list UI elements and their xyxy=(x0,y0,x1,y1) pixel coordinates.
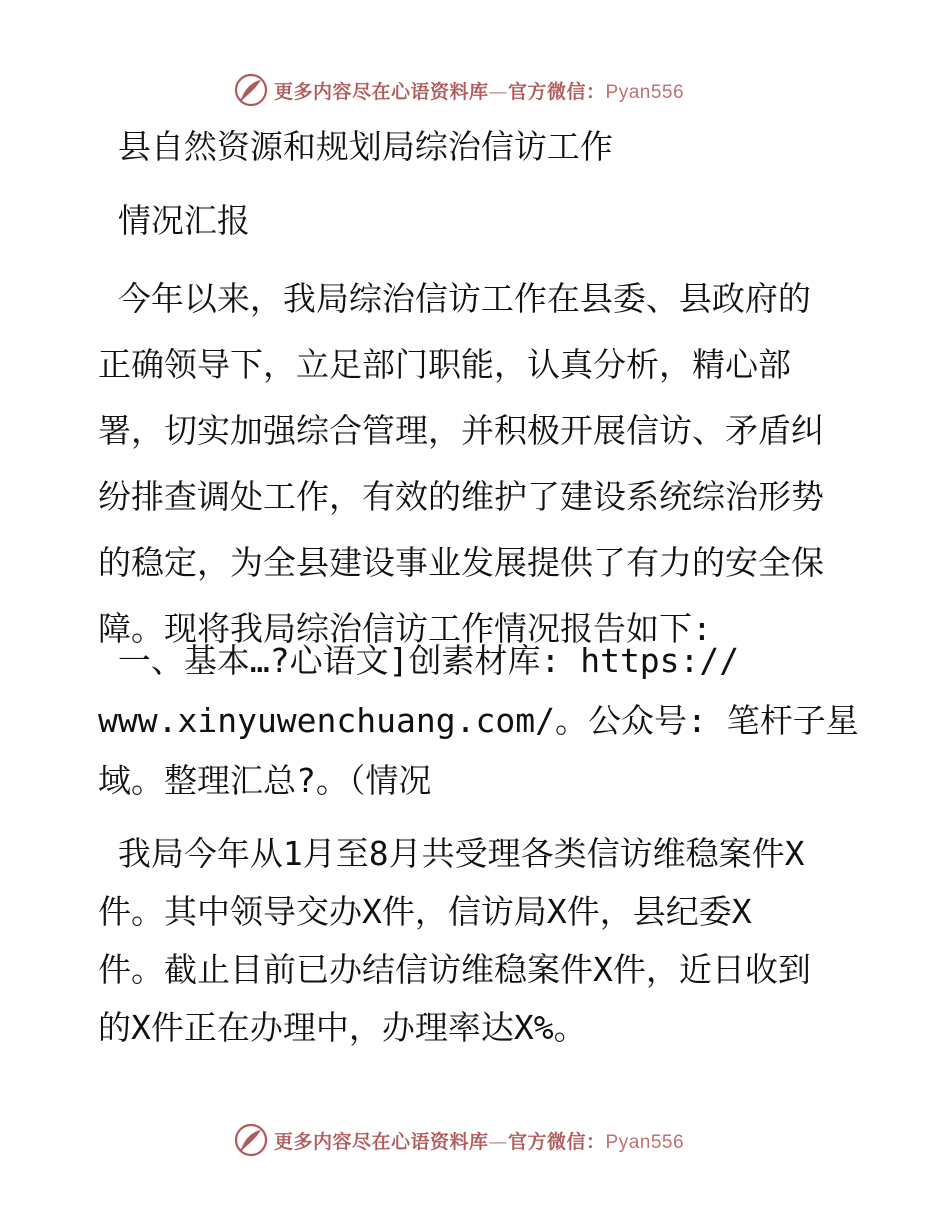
document-title-line-1: 县自然资源和规划局综治信访工作 xyxy=(98,127,613,166)
paragraph-line: 件。其中领导交办X件，信访局X件，县纪委X xyxy=(98,892,752,931)
section-line: 域。整理汇总?。（情况 xyxy=(98,761,432,800)
paragraph-line: 今年以来，我局综治信访工作在县委、县政府的 xyxy=(98,279,811,318)
statistics-paragraph xyxy=(98,825,858,1057)
paragraph-line: 我局今年从1月至8月共受理各类信访维稳案件X xyxy=(98,834,805,873)
paragraph-line: 署，切实加强综合管理，并积极开展信访、矛盾纠 xyxy=(98,411,824,450)
quill-logo-icon xyxy=(234,73,268,107)
section-heading-basic xyxy=(98,631,858,811)
intro-paragraph xyxy=(98,266,858,662)
paragraph-line: 件。截止目前已办结信访维稳案件X件，近日收到 xyxy=(98,950,811,989)
footer-watermark xyxy=(234,1122,734,1158)
paragraph-line: 正确领导下，立足部门职能，认真分析，精心部 xyxy=(98,345,791,384)
quill-logo-icon xyxy=(234,1123,268,1157)
paragraph-line: 障。现将我局综治信访工作情况报告如下: xyxy=(98,609,712,648)
watermark-text: 更多内容尽在心语资料库—官方微信：Pyan556 xyxy=(274,1130,685,1153)
watermark-text: 更多内容尽在心语资料库—官方微信：Pyan556 xyxy=(274,80,685,103)
document-title-line-2: 情况汇报 xyxy=(98,201,250,240)
paragraph-line: 的X件正在办理中，办理率达X%。 xyxy=(98,1008,587,1047)
section-line: www.xinyuwenchuang.com/。公众号: 笔杆子星 xyxy=(98,701,859,740)
paragraph-line: 的稳定，为全县建设事业发展提供了有力的安全保 xyxy=(98,543,824,582)
section-line: 一、基本…?心语文]创素材库: https:// xyxy=(98,641,740,680)
header-watermark xyxy=(234,72,734,108)
paragraph-line: 纷排查调处工作，有效的维护了建设系统综治形势 xyxy=(98,477,824,516)
